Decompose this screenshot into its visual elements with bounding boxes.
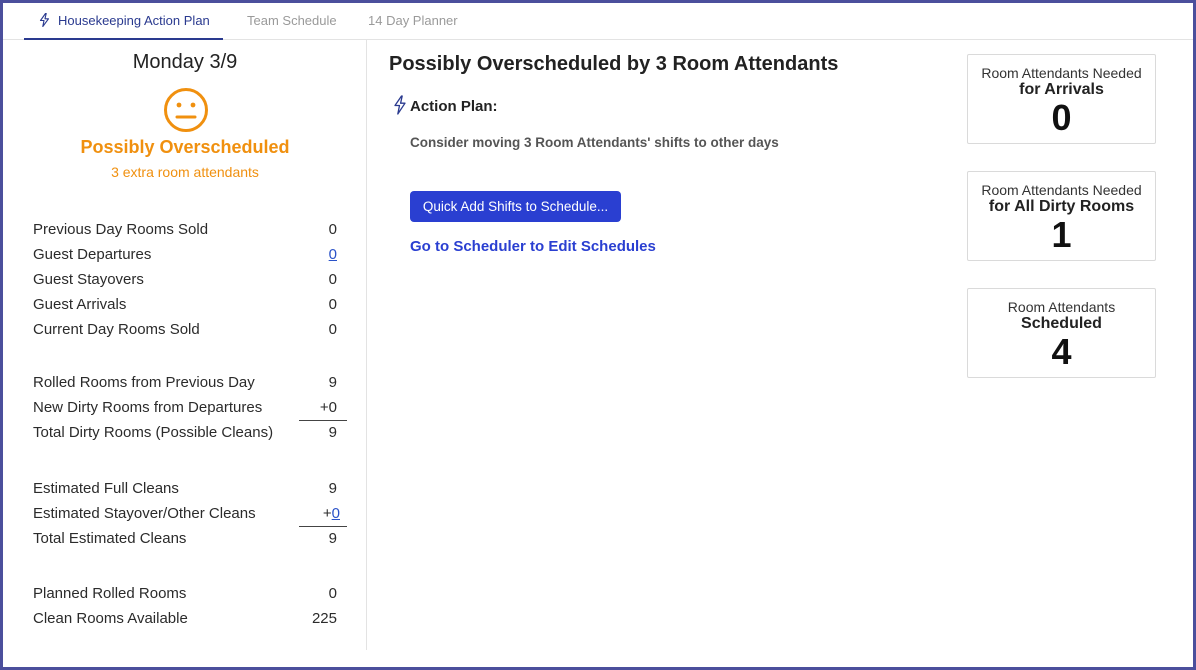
stat-row <box>33 476 347 501</box>
card-attendants-for-dirty-rooms <box>967 171 1156 261</box>
stat-label: Current Day Rooms Sold <box>33 321 200 338</box>
tab-bar <box>3 3 1193 40</box>
stats-group-cleans <box>33 476 347 551</box>
action-plan-heading: Action Plan: <box>410 98 498 115</box>
tab-label: Team Schedule <box>247 13 337 28</box>
card-caption: Room Attendants Needed <box>981 65 1142 81</box>
stayover-cleans-link[interactable]: 0 <box>331 505 340 522</box>
card-caption: Room Attendants <box>1007 299 1116 315</box>
card-value: 1 <box>1051 214 1072 255</box>
lightning-icon <box>39 13 50 27</box>
card-value: 4 <box>1051 331 1072 372</box>
tab-team-schedule[interactable] <box>247 3 337 40</box>
status-subtitle: 3 extra room attendants <box>111 164 259 180</box>
quick-add-shifts-button[interactable]: Quick Add Shifts to Schedule... <box>410 191 621 222</box>
stat-value: 0 <box>328 296 337 313</box>
card-attendants-for-arrivals <box>967 54 1156 144</box>
tab-housekeeping-action-plan[interactable] <box>24 3 223 40</box>
stat-row <box>33 370 347 395</box>
stat-row-total <box>33 420 347 445</box>
action-plan-text: Consider moving 3 Room Attendants' shifts to other days <box>410 135 779 150</box>
stat-value: 0 <box>328 585 337 602</box>
stat-label: Estimated Full Cleans <box>33 480 179 497</box>
stat-label: Guest Arrivals <box>33 296 127 313</box>
neutral-face-icon <box>163 87 209 133</box>
stat-row <box>33 292 347 317</box>
day-title: Monday 3/9 <box>132 51 238 73</box>
value-prefix: + <box>322 505 332 522</box>
stat-row <box>33 606 347 631</box>
card-subtitle: Scheduled <box>1021 315 1102 332</box>
stat-row-total <box>33 526 347 551</box>
stat-label: Clean Rooms Available <box>33 610 188 627</box>
stats-group-availability <box>33 581 347 631</box>
stat-value: 9 <box>328 374 337 391</box>
lightning-icon <box>393 95 407 115</box>
stat-value: 0 <box>328 221 337 238</box>
stat-label: Rolled Rooms from Previous Day <box>33 374 255 391</box>
card-attendants-scheduled <box>967 288 1156 378</box>
go-to-scheduler-link[interactable]: Go to Scheduler to Edit Schedules <box>410 238 656 255</box>
card-subtitle: for Arrivals <box>1019 81 1104 98</box>
stat-label: Total Dirty Rooms (Possible Cleans) <box>33 424 274 441</box>
stat-value: 9 <box>328 480 337 497</box>
stat-value: 9 <box>328 424 337 441</box>
tab-label: 14 Day Planner <box>368 13 458 28</box>
card-caption: Room Attendants Needed <box>981 182 1142 198</box>
stat-row <box>33 242 347 267</box>
stat-label: Guest Departures <box>33 246 152 263</box>
card-value: 0 <box>1051 97 1072 138</box>
stat-label: Guest Stayovers <box>33 271 144 288</box>
stat-label: Previous Day Rooms Sold <box>33 221 209 238</box>
card-subtitle: for All Dirty Rooms <box>988 198 1135 215</box>
page-title: Possibly Overscheduled by 3 Room Attendants <box>389 53 839 75</box>
stat-row <box>33 395 347 420</box>
stat-row <box>33 217 347 242</box>
stat-row <box>33 501 347 526</box>
guest-departures-link[interactable]: 0 <box>328 246 337 263</box>
stat-label: Estimated Stayover/Other Cleans <box>33 505 256 522</box>
stat-row <box>33 317 347 342</box>
stat-value: 9 <box>328 530 337 547</box>
day-summary-panel <box>24 40 367 650</box>
stats-group-dirty-rooms <box>33 370 347 445</box>
stats-group-sales <box>33 217 347 342</box>
stat-value: +0 <box>319 399 337 416</box>
tab-14-day-planner[interactable] <box>368 3 458 40</box>
stat-row <box>33 581 347 606</box>
stat-label: Planned Rolled Rooms <box>33 585 187 602</box>
tab-label: Housekeeping Action Plan <box>58 13 210 28</box>
stat-row <box>33 267 347 292</box>
stat-value: 225 <box>311 610 337 627</box>
stat-label: New Dirty Rooms from Departures <box>33 399 263 416</box>
status-title: Possibly Overscheduled <box>80 137 290 157</box>
stat-value: 0 <box>328 321 337 338</box>
stat-value: 0 <box>328 271 337 288</box>
stat-label: Total Estimated Cleans <box>33 530 187 547</box>
